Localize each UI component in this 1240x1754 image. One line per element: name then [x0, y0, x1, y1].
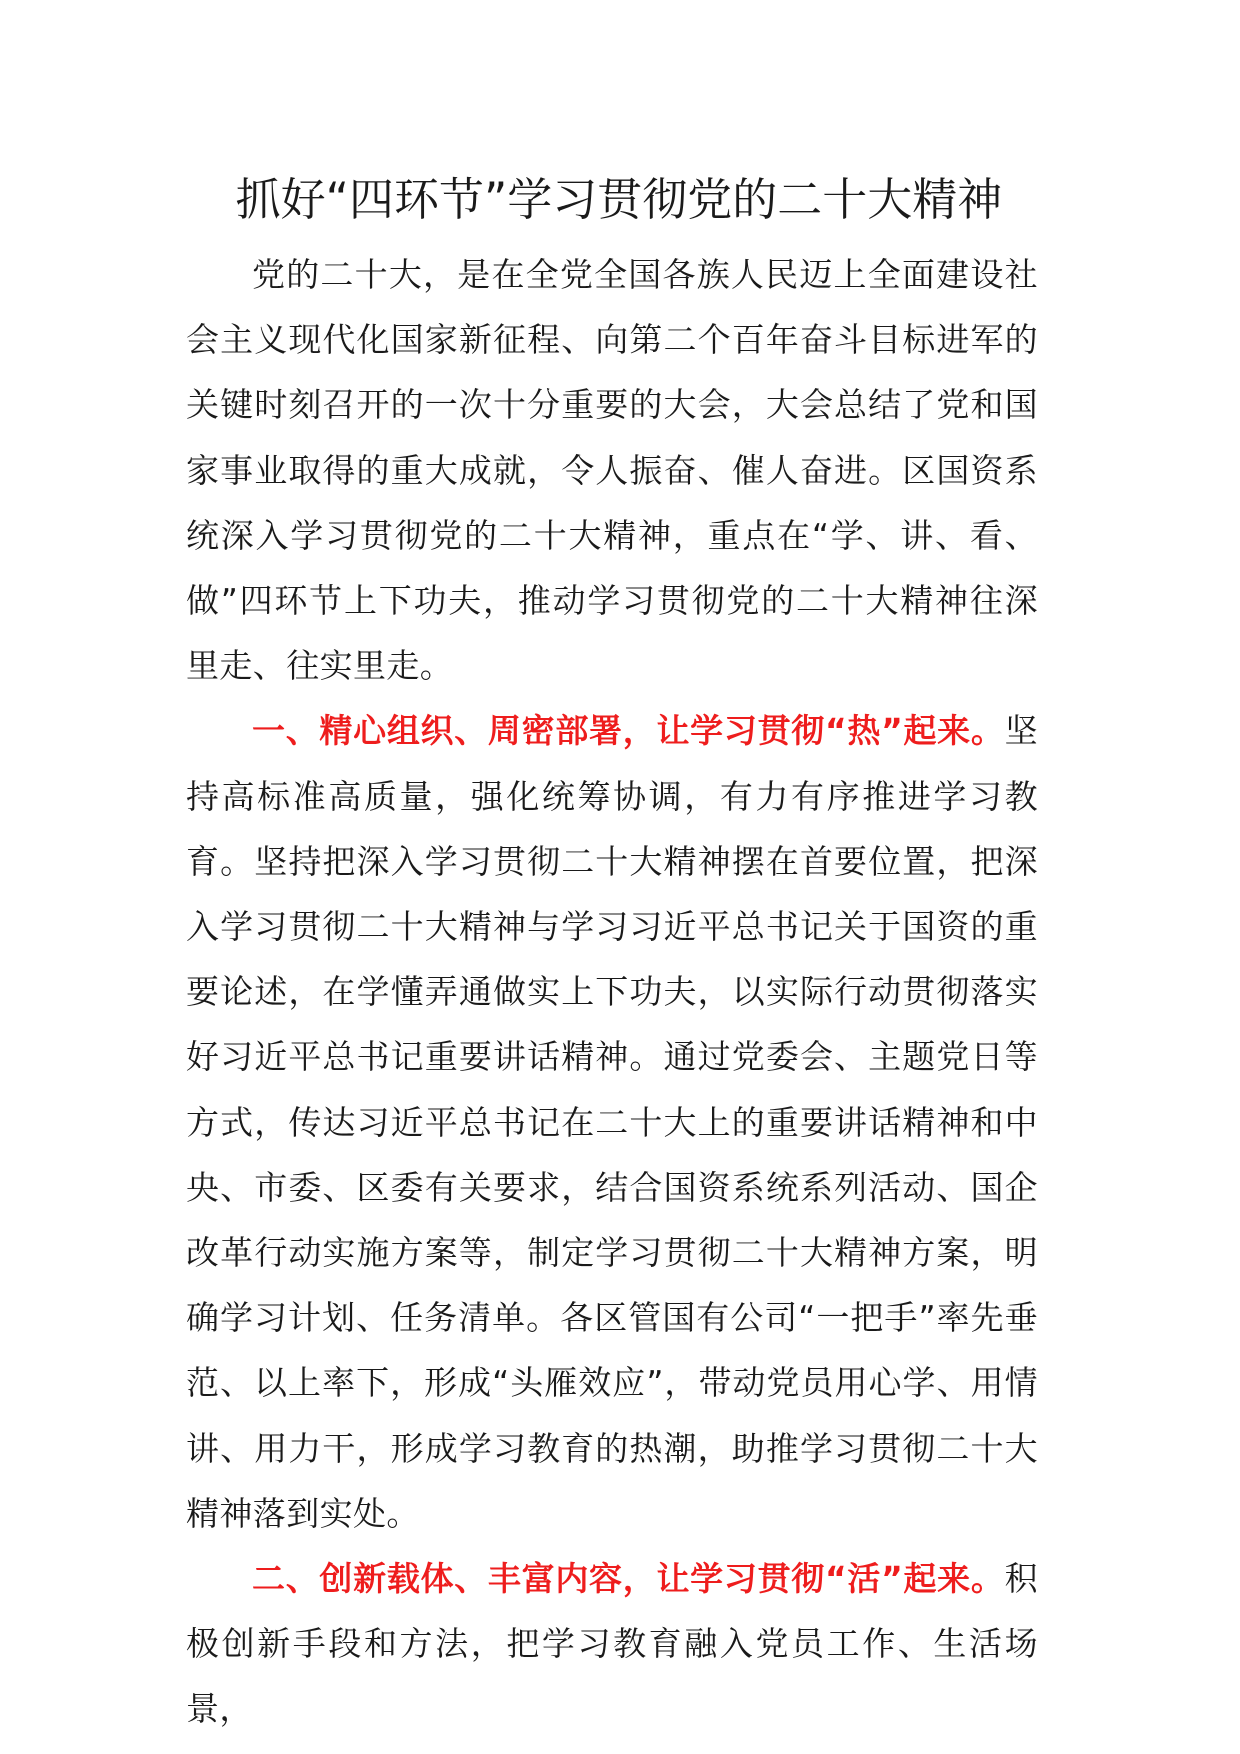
document-title: 抓好“四环节”学习贯彻党的二十大精神: [235, 173, 1003, 226]
section-2-body: 积极创新手段和方法，把学习教育融入党员工作、生活场景，: [186, 1559, 1038, 1729]
section-1-paragraph: [186, 698, 1038, 1546]
section-1-body: 坚持高标准高质量，强化统筹协调，有力有序推进学习教育。坚持把深入学习贯彻二十大精神摆在首要位置，把深入学习贯彻二十大精神与学习习近平总书记关于国资的重要论述，在学懂弄通做实上下功夫，以实际行动贯彻落实好习近平总书记重要讲话精神。通过党委会、主题党日等方式，传达习近平总书记在二十大上的重要讲话精神和中央、市委、区委有关要求，结合国资系统系列活动、国企改革行动实施方案等，制定学习贯彻二十大精神方案，明确学习计划、任务清单。各区管国有公司“一把手”率先垂范、以上率下，形成“头雁效应”，带动党员用心学、用情讲、用力干，形成学习教育的热潮，助推学习贯彻二十大精神落到实处。: [186, 711, 1038, 1533]
section-2-heading: 二、创新载体、丰富内容，让学习贯彻“活”起来。: [252, 1559, 1005, 1599]
document-content: [186, 158, 1038, 1742]
section-2-paragraph: [186, 1546, 1038, 1742]
section-1-heading: 一、精心组织、周密部署，让学习贯彻“热”起来。: [252, 711, 1005, 751]
intro-paragraph: 党的二十大，是在全党全国各族人民迈上全面建设社会主义现代化国家新征程、向第二个百年奋斗目标进军的关键时刻召开的一次十分重要的大会，大会总结了党和国家事业取得的重大成就，令人振奋、催人奋进。区国资系统深入学习贯彻党的二十大精神，重点在“学、讲、看、做”四环节上下功夫，推动学习贯彻党的二十大精神往深里走、往实里走。: [186, 255, 1038, 686]
